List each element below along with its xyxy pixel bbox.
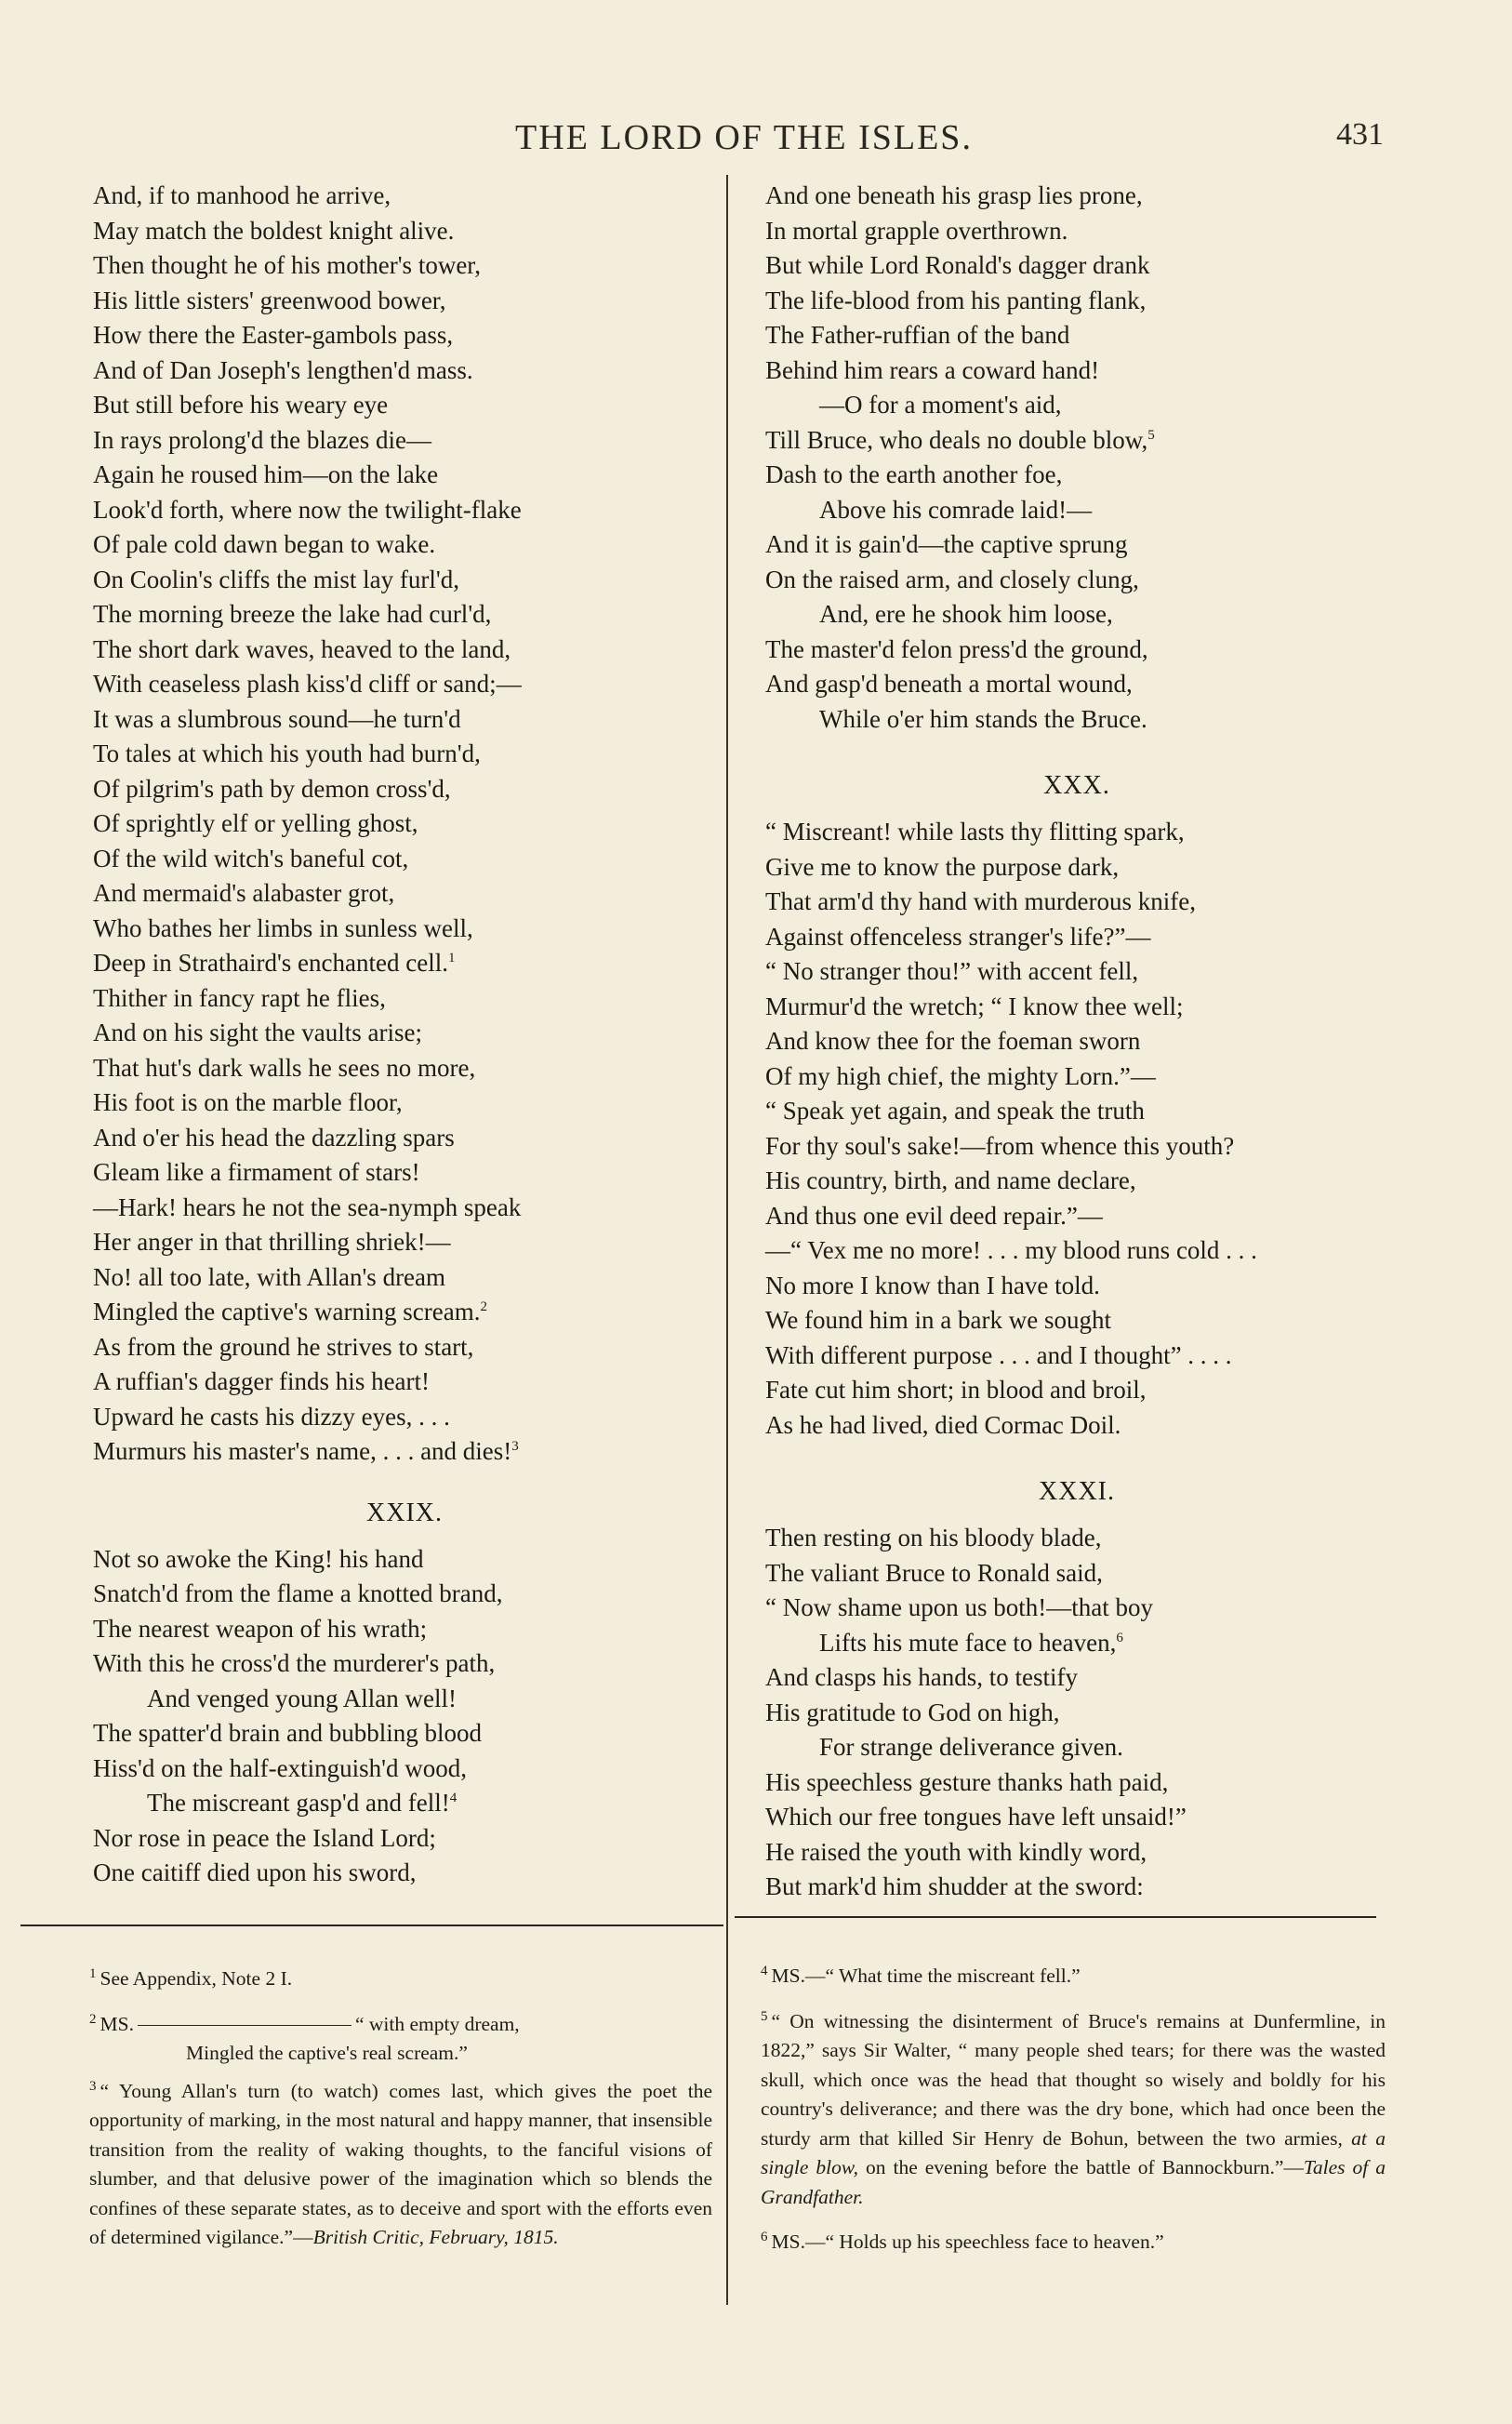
verse-line: His little sisters' greenwood bower, xyxy=(93,286,446,314)
verse-line: No! all too late, with Allan's dream xyxy=(93,1262,446,1291)
citation: Tales of a Grandfather. xyxy=(761,2156,1386,2208)
verse-line: And clasps his hands, to testify xyxy=(765,1663,1078,1691)
verse-line: Mingled the captive's warning scream.$^2$ xyxy=(93,1298,487,1325)
verse-line: And it is gain'd—the captive sprung xyxy=(765,530,1128,558)
verse-line: Again he roused him—on the lake xyxy=(93,460,439,488)
left-column xyxy=(93,179,716,1891)
verse-line: And venged young Allan well! xyxy=(147,1684,457,1712)
verse-line: Snatch'd from the flame a knotted brand, xyxy=(93,1579,503,1607)
footnote-mark: 4 xyxy=(761,1964,768,1978)
verse-line: Look'd forth, where now the twilight-flake xyxy=(93,495,522,524)
verse-line: That arm'd thy hand with murderous knife, xyxy=(765,887,1197,915)
verse-line: And, ere he shook him loose, xyxy=(819,600,1113,628)
column-divider xyxy=(726,175,728,2305)
verse-line: Not so awoke the King! his hand xyxy=(93,1544,424,1573)
footnote-ref: 6 xyxy=(1116,1630,1123,1645)
verse-line: “ Speak yet again, and speak the truth xyxy=(765,1097,1145,1125)
verse-line: Gleam like a firmament of stars! xyxy=(93,1158,420,1186)
verse-line: How there the Easter-gambols pass, xyxy=(93,321,454,349)
verse-line: Then thought he of his mother's tower, xyxy=(93,251,481,279)
verse-line: One caitiff died upon his sword, xyxy=(93,1858,417,1886)
verse-line: Of pale cold dawn began to wake. xyxy=(93,530,436,558)
verse-line: For thy soul's sake!—from whence this youth? xyxy=(765,1131,1235,1160)
verse-line: Give me to know the purpose dark, xyxy=(765,852,1120,881)
omission-rule xyxy=(138,2025,351,2026)
footnote: $^4$ MS.—“ What time the miscreant fell.” xyxy=(761,1964,1081,1988)
verse-line: Her anger in that thrilling shriek!— xyxy=(93,1228,451,1256)
verse-line: His country, birth, and name declare, xyxy=(765,1166,1136,1194)
verse-line: And o'er his head the dazzling spars xyxy=(93,1123,455,1152)
verse-line: The valiant Bruce to Ronald said, xyxy=(765,1558,1103,1587)
verse-line: But mark'd him shudder at the sword: xyxy=(765,1872,1144,1900)
verse-line: Behind him rears a coward hand! xyxy=(765,355,1100,384)
verse-line: Which our free tongues have left unsaid!” xyxy=(765,1803,1187,1831)
verse-line: —O for a moment's aid, xyxy=(819,391,1062,419)
verse-line: And of Dan Joseph's lengthen'd mass. xyxy=(93,355,473,384)
verse-line: On the raised arm, and closely clung, xyxy=(765,565,1139,593)
verse-line: And, if to manhood he arrive, xyxy=(93,181,391,209)
verse-line: Thither in fancy rapt he flies, xyxy=(93,983,386,1012)
verse-line: It was a slumbrous sound—he turn'd xyxy=(93,704,461,733)
verse-line: The life-blood from his panting flank, xyxy=(765,286,1147,314)
verse-line: But while Lord Ronald's dagger drank xyxy=(765,251,1150,279)
footnote-ref: 4 xyxy=(449,1791,458,1805)
verse-line: With different purpose . . . and I thought” . . . . xyxy=(765,1340,1232,1369)
verse-line: The nearest weapon of his wrath; xyxy=(93,1614,428,1643)
verse-line: Nor rose in peace the Island Lord; xyxy=(93,1823,436,1852)
verse-line: Lifts his mute face to heaven,$^6$ xyxy=(819,1628,1123,1657)
verse-line: Murmurs his master's name, . . . and dies!$^3$ xyxy=(93,1437,519,1465)
footnotes-right xyxy=(761,1957,1386,2269)
verse-line: The miscreant gasp'd and fell!$^4$ xyxy=(147,1789,458,1817)
verse-line: And one beneath his grasp lies prone, xyxy=(765,181,1143,209)
verse-line: Who bathes her limbs in sunless well, xyxy=(93,913,473,942)
verse-line: On Coolin's cliffs the mist lay furl'd, xyxy=(93,565,459,593)
verse-line: The master'd felon press'd the ground, xyxy=(765,634,1148,663)
verse-line: “ Miscreant! while lasts thy flitting spark, xyxy=(765,818,1185,846)
verse-line: The Father-ruffian of the band xyxy=(765,321,1070,349)
footnotes-left xyxy=(89,1960,712,2264)
verse-line: Of pilgrim's path by demon cross'd, xyxy=(93,774,451,803)
footnote: $^5$ “ On witnessing the disinterment of Bruce's remains at Dunfermline, in 1822,” says Sir Walter, “ many people shed tears; for there was the wasted skull, which once was the head that thought so wisely and boldly for his country's deliverance; and there was the dry bone, which had once been the sturdy arm that killed Sir Henry de Bohun, between the two armies, at a single blow, on the evening before the battle of Bannockburn.”—Tales of a Grandfather. xyxy=(761,2008,1386,2208)
right-column xyxy=(765,179,1388,1905)
citation: British Critic, February, 1815. xyxy=(312,2226,559,2249)
stanza-heading: XXX. xyxy=(1043,771,1110,800)
verse-line: For strange deliverance given. xyxy=(819,1733,1123,1761)
verse-line: And know thee for the foeman sworn xyxy=(765,1027,1141,1055)
footnote: $^6$ MS.—“ Holds up his speechless face to heaven.” xyxy=(761,2230,1164,2254)
verse-line: We found him in a bark we sought xyxy=(765,1306,1112,1334)
verse-line: Of the wild witch's baneful cot, xyxy=(93,844,409,872)
footnote-ref: 1 xyxy=(447,951,456,966)
verse-line: With ceaseless plash kiss'd cliff or sand;— xyxy=(93,670,522,698)
verse-line: Of my high chief, the mighty Lorn.”— xyxy=(765,1061,1156,1090)
footnote-rule xyxy=(20,1925,723,1926)
verse-line: The short dark waves, heaved to the land, xyxy=(93,634,511,663)
footnote-ref: 2 xyxy=(480,1299,487,1314)
stanza-heading: XXIX. xyxy=(366,1498,443,1527)
verse-line: He raised the youth with kindly word, xyxy=(765,1837,1147,1866)
footnote-ref: 3 xyxy=(511,1439,519,1454)
footnote-ref: 5 xyxy=(1147,427,1155,443)
verse-line: His foot is on the marble floor, xyxy=(93,1088,403,1116)
stanza-heading: XXXI. xyxy=(1039,1477,1115,1506)
footnote: $^1$ See Appendix, Note 2 I. xyxy=(89,1966,293,1991)
verse-line: Till Bruce, who deals no double blow,$^5$ xyxy=(765,425,1155,454)
running-header xyxy=(0,117,1512,164)
verse-line: To tales at which his youth had burn'd, xyxy=(93,739,481,767)
verse-line: Murmur'd the wretch; “ I know thee well; xyxy=(765,992,1184,1020)
verse-line: —Hark! hears he not the sea-nymph speak xyxy=(93,1192,522,1221)
verse-line: The spatter'd brain and bubbling blood xyxy=(93,1719,483,1747)
verse-line: With this he cross'd the murderer's path, xyxy=(93,1649,496,1677)
verse-line: Of sprightly elf or yelling ghost, xyxy=(93,809,418,837)
verse-line: Fate cut him short; in blood and broil, xyxy=(765,1376,1147,1404)
verse-line: While o'er him stands the Bruce. xyxy=(819,704,1147,733)
verse-line: “ Now shame upon us both!—that boy xyxy=(765,1593,1153,1621)
verse-line: “ No stranger thou!” with accent fell, xyxy=(765,957,1139,985)
footnote-mark: 1 xyxy=(89,1966,97,1981)
verse-line: And gasp'd beneath a mortal wound, xyxy=(765,670,1133,698)
verse-line: —“ Vex me no more! . . . my blood runs cold . . . xyxy=(765,1236,1257,1264)
footnote-rule xyxy=(735,1916,1376,1918)
verse-line: As from the ground he strives to start, xyxy=(93,1332,474,1361)
footnote-mark: 6 xyxy=(761,2230,768,2245)
running-title: THE LORD OF THE ISLES. xyxy=(515,118,973,157)
verse-line: In rays prolong'd the blazes die— xyxy=(93,425,432,454)
footnote: $^2$ MS. “ with empty dream, Mingled the captive's real scream.” xyxy=(89,2011,520,2065)
verse-line: Above his comrade laid!— xyxy=(819,495,1093,524)
footnote: $^3$ “ Young Allan's turn (to watch) comes last, which gives the poet the opportunity of marking, in the most natural and happy manner, that insensible transition from the reality of waking thoughts, to the fanciful visions of slumber, and that delusive power of the imagination which so blends the confines of these separate states, as to deceive and sport with the efforts even of determined vigilance.”—British Critic, February, 1815. xyxy=(89,2078,712,2249)
verse-line: Dash to the earth another foe, xyxy=(765,460,1063,488)
verse-line: And mermaid's alabaster grot, xyxy=(93,879,395,907)
verse-line: Upward he casts his dizzy eyes, . . . xyxy=(93,1402,450,1431)
footnote-mark: 5 xyxy=(761,2008,768,2024)
footnote-mark: 2 xyxy=(89,2011,97,2027)
footnote-mark: 3 xyxy=(89,2078,97,2094)
verse-line: The morning breeze the lake had curl'd, xyxy=(93,600,492,628)
verse-line: Deep in Strathaird's enchanted cell.$^1$ xyxy=(93,949,456,977)
verse-line: And thus one evil deed repair.”— xyxy=(765,1201,1103,1230)
verse-line: That hut's dark walls he sees no more, xyxy=(93,1053,476,1082)
verse-line: May match the boldest knight alive. xyxy=(93,216,455,245)
verse-line: In mortal grapple overthrown. xyxy=(765,216,1068,245)
verse-line: Then resting on his bloody blade, xyxy=(765,1524,1102,1552)
verse-line: His gratitude to God on high, xyxy=(765,1698,1060,1726)
verse-line: And on his sight the vaults arise; xyxy=(93,1019,422,1046)
verse-line: Hiss'd on the half-extinguish'd wood, xyxy=(93,1753,467,1782)
verse-line: No more I know than I have told. xyxy=(765,1271,1100,1299)
verse-line: Against offenceless stranger's life?”— xyxy=(765,922,1151,951)
page-number: 431 xyxy=(1336,117,1384,152)
verse-line: But still before his weary eye xyxy=(93,391,389,419)
verse-line: As he had lived, died Cormac Doil. xyxy=(765,1410,1121,1439)
verse-line: His speechless gesture thanks hath paid, xyxy=(765,1767,1169,1796)
verse-line: A ruffian's dagger finds his heart! xyxy=(93,1367,431,1395)
